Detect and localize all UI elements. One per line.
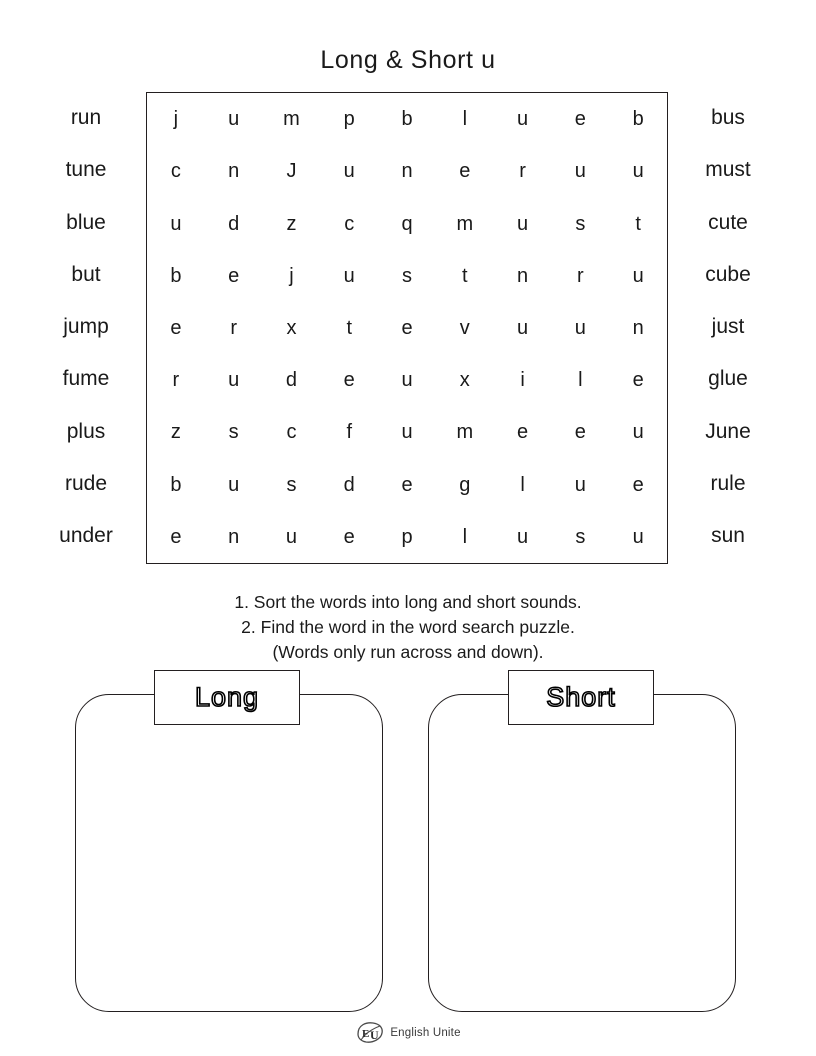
letter-cell: u <box>343 160 355 183</box>
letter-grid-row <box>147 302 667 354</box>
letter-cell: e <box>459 160 471 183</box>
letter-cell: j <box>173 108 179 131</box>
letter-cell: u <box>632 525 644 548</box>
letter-cell: q <box>401 212 413 235</box>
letter-cell: x <box>459 369 470 392</box>
letter-cell: z <box>286 212 297 235</box>
answer-box-long-label <box>154 670 300 725</box>
word-list-item: must <box>705 158 751 182</box>
letter-cell: v <box>459 316 470 339</box>
word-list-item: cute <box>708 210 748 234</box>
letter-cell: e <box>228 264 240 287</box>
instruction-line-2: 2. Find the word in the word search puzzle. <box>241 617 575 637</box>
word-list-item: plus <box>66 419 106 443</box>
letter-cell: u <box>517 525 529 548</box>
word-list-item: rude <box>64 472 108 496</box>
letter-cell: u <box>228 369 240 392</box>
svg-text:U: U <box>370 1028 379 1042</box>
word-search-section <box>26 92 790 564</box>
letter-cell: i <box>520 369 525 392</box>
letter-cell: d <box>343 473 355 496</box>
word-list-item: blue <box>66 210 106 234</box>
answer-box-short-label-text: Short <box>546 682 616 712</box>
word-list-item: run <box>70 106 102 129</box>
sorting-section <box>0 670 816 1020</box>
word-list-item: glue <box>708 367 748 391</box>
word-list-right <box>668 92 788 564</box>
letter-cell: e <box>401 316 413 339</box>
word-list-item: jump <box>63 315 109 339</box>
instructions-block <box>0 590 816 665</box>
letter-cell: c <box>286 421 297 444</box>
letter-cell: u <box>343 264 355 287</box>
letter-cell: z <box>170 421 181 444</box>
english-unite-leaf-logo-icon <box>355 1020 385 1046</box>
word-list-item: sun <box>711 524 745 548</box>
letter-cell: b <box>170 264 182 287</box>
letter-cell: b <box>401 108 413 131</box>
letter-grid-row <box>147 93 667 145</box>
letter-cell: d <box>228 212 240 235</box>
letter-cell: r <box>519 160 526 183</box>
letter-cell: l <box>578 369 583 392</box>
letter-cell: c <box>170 160 181 183</box>
letter-cell: l <box>520 473 525 496</box>
word-list-item: fume <box>62 367 110 391</box>
letter-cell: u <box>632 264 644 287</box>
letter-cell: u <box>170 212 182 235</box>
letter-grid <box>146 92 668 564</box>
letter-cell: u <box>574 316 586 339</box>
letter-cell: e <box>170 316 182 339</box>
letter-cell: m <box>456 421 474 444</box>
letter-cell: J <box>286 160 297 183</box>
letter-cell: e <box>343 369 355 392</box>
letter-cell: n <box>517 264 529 287</box>
letter-cell: u <box>285 525 298 548</box>
letter-cell: u <box>401 421 413 444</box>
letter-grid-row <box>147 406 667 458</box>
instruction-line-1: 1. Sort the words into long and short sounds. <box>234 592 582 612</box>
instruction-line-3: (Words only run across and down). <box>272 642 544 662</box>
letter-cell: u <box>517 108 529 131</box>
letter-cell: s <box>575 525 586 548</box>
letter-cell: s <box>228 421 239 444</box>
letter-cell: p <box>343 108 355 131</box>
letter-cell: j <box>289 264 294 287</box>
letter-cell: s <box>402 264 413 287</box>
letter-cell: t <box>462 264 468 287</box>
letter-cell: e <box>343 525 355 548</box>
letter-cell: u <box>574 160 586 183</box>
word-list-left <box>26 92 146 564</box>
letter-cell: e <box>574 108 586 131</box>
letter-cell: n <box>401 160 413 183</box>
letter-cell: g <box>459 473 471 496</box>
answer-box-long-label-text: Long <box>194 682 260 712</box>
letter-cell: s <box>286 473 297 496</box>
letter-cell: b <box>632 108 644 131</box>
letter-cell: m <box>283 108 300 131</box>
word-list-item: rule <box>710 472 746 496</box>
letter-cell: e <box>632 473 644 496</box>
letter-cell: r <box>230 316 237 339</box>
letter-grid-row <box>147 354 667 406</box>
word-list-item: under <box>59 524 113 548</box>
svg-text:E: E <box>362 1028 370 1040</box>
letter-cell: e <box>574 421 586 444</box>
letter-cell: m <box>456 212 474 235</box>
letter-cell: u <box>517 212 529 235</box>
letter-cell: t <box>635 212 641 235</box>
letter-cell: e <box>517 421 529 444</box>
letter-cell: u <box>632 160 644 183</box>
letter-grid-row <box>147 511 667 563</box>
letter-cell: s <box>575 212 586 235</box>
letter-cell: l <box>462 525 468 548</box>
letter-cell: e <box>170 525 182 548</box>
letter-cell: u <box>517 316 529 339</box>
letter-cell: d <box>285 369 298 392</box>
word-list-item: tune <box>65 158 107 182</box>
letter-cell: n <box>228 160 240 183</box>
letter-grid-row <box>147 250 667 302</box>
word-list-item: but <box>71 262 101 286</box>
letter-cell: u <box>228 108 240 131</box>
word-list-item: just <box>711 315 745 339</box>
letter-cell: e <box>632 369 644 392</box>
letter-grid-row <box>147 459 667 511</box>
letter-cell: r <box>577 264 584 287</box>
answer-box-long[interactable] <box>75 694 383 1012</box>
letter-cell: x <box>286 316 297 339</box>
letter-cell: u <box>632 421 644 444</box>
letter-cell: t <box>346 316 353 339</box>
answer-box-short[interactable] <box>428 694 736 1012</box>
letter-cell: n <box>228 525 240 548</box>
letter-cell: b <box>170 473 182 496</box>
letter-cell: e <box>401 473 413 496</box>
word-list-item: cube <box>705 262 751 286</box>
letter-cell: p <box>401 525 413 548</box>
letter-cell: u <box>574 473 586 496</box>
letter-cell: f <box>346 421 353 444</box>
letter-cell: u <box>228 473 240 496</box>
letter-grid-row <box>147 197 667 249</box>
letter-cell: r <box>172 369 180 392</box>
page-title: Long & Short u <box>320 46 496 74</box>
answer-box-short-label <box>508 670 654 725</box>
letter-cell: u <box>401 369 413 392</box>
word-list-item: June <box>705 419 751 443</box>
letter-grid-row <box>147 145 667 197</box>
word-list-item: bus <box>711 106 745 129</box>
letter-cell: l <box>462 108 468 131</box>
footer <box>0 1020 816 1046</box>
footer-brand-text: English Unite <box>390 1027 461 1039</box>
letter-cell: c <box>344 212 355 235</box>
letter-cell: n <box>632 316 644 339</box>
